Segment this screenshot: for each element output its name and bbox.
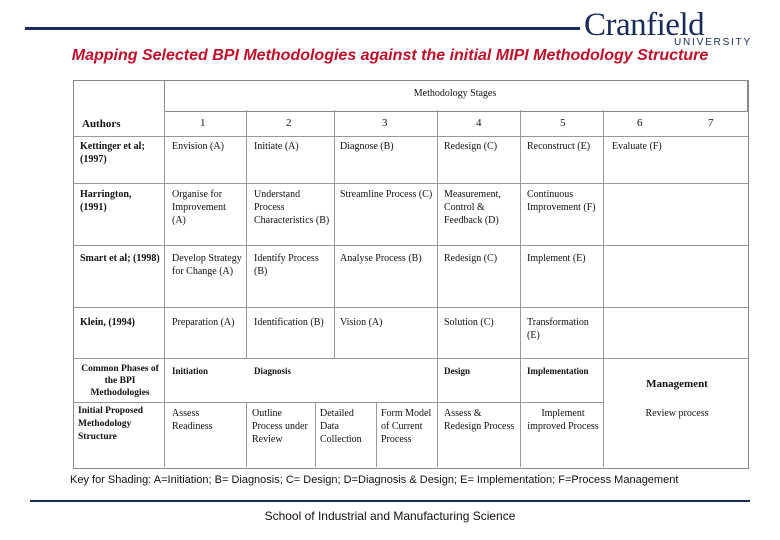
stage-cell: Identify Process (B) [254, 253, 319, 277]
phase-implementation: Implementation [527, 366, 589, 376]
stage-number: 7 [708, 117, 714, 129]
stage-number: 3 [382, 117, 388, 129]
stage-number: 5 [560, 117, 566, 129]
author-cell: Harrington, (1991) [80, 189, 132, 213]
authors-header: Authors [82, 118, 121, 130]
stage-cell: Implement (E) [527, 253, 586, 264]
stage-cell: Initiate (A) [254, 141, 299, 152]
stage-cell: Redesign (C) [444, 141, 498, 152]
stage-cell: Streamline Process (C) [340, 189, 433, 200]
grid-line [164, 110, 165, 467]
cranfield-logo [584, 6, 756, 50]
phase-design: Design [444, 366, 471, 376]
stage-number: 6 [637, 117, 643, 129]
proposed-cell: Review process [645, 408, 709, 419]
stage-cell: Transformation (E) [527, 317, 589, 341]
header-rule [25, 27, 580, 30]
proposed-cell: Assess & Redesign Process [444, 408, 515, 432]
slide-title: Mapping Selected BPI Methodologies against the initial MIPI Methodology Structure [71, 47, 709, 64]
stage-cell: Reconstruct (E) [527, 141, 591, 152]
shading-key: Key for Shading: A=Initiation; B= Diagnosis; C= Design; D=Diagnosis & Design; E= Implementation; F=Process Management [70, 474, 679, 486]
grid-line [73, 358, 748, 359]
stage-cell: Develop Strategy for Change (A) [172, 253, 242, 277]
grid-line [246, 110, 247, 358]
stage-cell: Continuous Improvement (F) [527, 189, 596, 213]
grid-line [603, 110, 604, 467]
author-cell: Kettinger et al; (1997) [80, 141, 145, 165]
stage-cell: Redesign (C) [444, 253, 498, 264]
proposed-cell: Detailed Data Collection [320, 408, 362, 445]
footer-rule [30, 500, 750, 502]
grid-line [73, 307, 748, 308]
stage-number: 2 [286, 117, 292, 129]
grid-line [437, 110, 438, 467]
author-cell: Klein, (1994) [80, 317, 135, 328]
grid-line [334, 110, 335, 358]
phase-management: Management [646, 378, 708, 390]
author-cell: Smart et al; (1998) [80, 253, 160, 264]
grid-line [73, 245, 748, 246]
proposed-cell: Form Model of Current Process [381, 408, 432, 445]
proposed-structure-label: Initial Proposed Methodology Structure [78, 406, 144, 442]
proposed-cell: Outline Process under Review [252, 408, 308, 445]
stage-cell: Organise for Improvement (A) [172, 189, 226, 226]
stage-cell: Solution (C) [444, 317, 494, 328]
logo-subtitle: UNIVERSITY [673, 37, 752, 48]
stage-cell: Envision (A) [172, 141, 224, 152]
grid-line [246, 402, 247, 467]
grid-line [73, 136, 748, 137]
stage-cell: Analyse Process (B) [340, 253, 422, 264]
common-phases-label: Common Phases of the BPI Methodologies [81, 364, 159, 398]
stage-cell: Evaluate (F) [612, 141, 662, 152]
phase-initiation: Initiation [172, 366, 209, 376]
stage-cell: Measurement, Control & Feedback (D) [444, 189, 501, 226]
stage-cell: Vision (A) [340, 317, 383, 328]
footer-text: School of Industrial and Manufacturing Science [264, 509, 516, 523]
grid-line [520, 110, 521, 467]
grid-line [315, 402, 316, 467]
grid-line [73, 402, 603, 403]
proposed-cell: Assess Readiness [172, 408, 213, 432]
stage-cell: Preparation (A) [172, 317, 235, 328]
grid-line [376, 402, 377, 467]
stage-cell: Identification (B) [254, 317, 324, 328]
proposed-cell: Implement improved Process [527, 408, 599, 432]
stage-cell: Diagnose (B) [340, 141, 394, 152]
logo-wordmark: Cranfield [584, 7, 705, 43]
stage-cell: Understand Process Characteristics (B) [254, 189, 330, 226]
grid-line [73, 183, 748, 184]
phase-diagnosis: Diagnosis [254, 366, 292, 376]
stage-number: 4 [476, 117, 482, 129]
stages-header: Methodology Stages [413, 88, 497, 99]
stage-number: 1 [200, 117, 206, 129]
